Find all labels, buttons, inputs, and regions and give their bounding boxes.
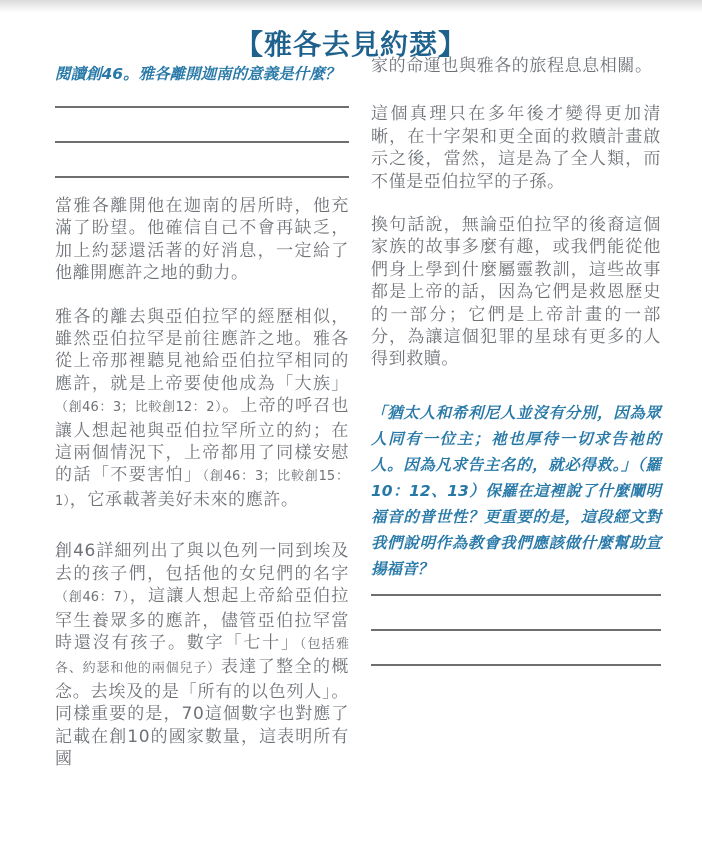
scripture-reference: （創46：7） [55, 590, 130, 606]
paragraph-text: ，這讓人想起上帝給亞伯拉罕生養眾多的應許，儘管亞伯拉罕當時還沒有孩子。數字「七十」 [55, 586, 349, 653]
paragraph [55, 306, 349, 514]
paragraph-text: ，它承載著美好未來的應許。 [69, 489, 299, 510]
paragraph: 換句話說，無論亞伯拉罕的後裔這個家族的故事多麼有趣，或我們能從他們身上學到什麼屬靈教訓，這些故事都是上帝的話，因為它們是救恩歷史的一部分；它們是上帝計畫的一部分，為讓這個犯罪的星球有更多的人得到救贖。 [371, 215, 661, 370]
reading-question: 閱讀創46。雅各離開迦南的意義是什麼？ [55, 65, 341, 83]
answer-line [55, 176, 349, 178]
page-top-shadow [0, 0, 702, 12]
paragraph: 這個真理只在多年後才變得更加清晰，在十字架和更全面的救贖計畫啟示之後，當然，這是為了全人類，而不僅是亞伯拉罕的子孫。 [371, 104, 661, 192]
paragraph-text: 創46詳細列出了與以色列一同到埃及去的孩子們，包括他的女兒們的名字 [55, 541, 349, 584]
paragraph: 家的命運也與雅各的旅程息息相關。 [371, 56, 653, 76]
scripture-reference: （創46：3；比較創15：1） [55, 469, 349, 509]
scripture-reference: （包括雅各、約瑟和他的兩個兒子） [55, 636, 349, 677]
answer-line [371, 629, 661, 631]
right-column [371, 55, 661, 666]
answer-line [371, 664, 661, 666]
memory-verse-question: 「猶太人和希利尼人並沒有分別，因為眾人同有一位主；祂也厚待一切求告祂的人。因為凡求告主名的，就必得救。」（羅10：12、13）保羅在這裡說了什麼闡明福音的普世性？更重要的是，這段經文對我們說明作為教會我們應該做什麼幫助宣揚福音？ [371, 403, 661, 578]
left-column [55, 62, 349, 770]
answer-line [55, 106, 349, 108]
paragraph: 當雅各離開他在迦南的居所時，他充滿了盼望。他確信自己不會再缺乏，加上約瑟還活著的好消息，一定給了他離開應許之地的動力。 [55, 196, 349, 284]
answer-line [55, 141, 349, 143]
paragraph-text: 。上帝的呼召也讓人想起祂與亞伯拉罕所立的約；在這兩個情況下，上帝都用了同樣安慰的話「不要害怕」 [55, 396, 349, 486]
page-title: 【雅各去見約瑟】 [234, 27, 467, 61]
answer-line [371, 594, 661, 596]
paragraph-text: 表達了整全的概念。去埃及的是「所有的以色列人」。同樣重要的是，70這個數字也對應了記載在創10的國家數量，這表明所有國 [55, 657, 349, 769]
paragraph [55, 540, 349, 770]
scripture-reference: （創46：3；比較創12：2） [55, 400, 223, 416]
paragraph-text: 雅各的離去與亞伯拉罕的經歷相似，雖然亞伯拉罕是前往應許之地。雅各從上帝那裡聽見祂給亞伯拉罕相同的應許，就是上帝要使他成為「大族」 [55, 306, 349, 394]
